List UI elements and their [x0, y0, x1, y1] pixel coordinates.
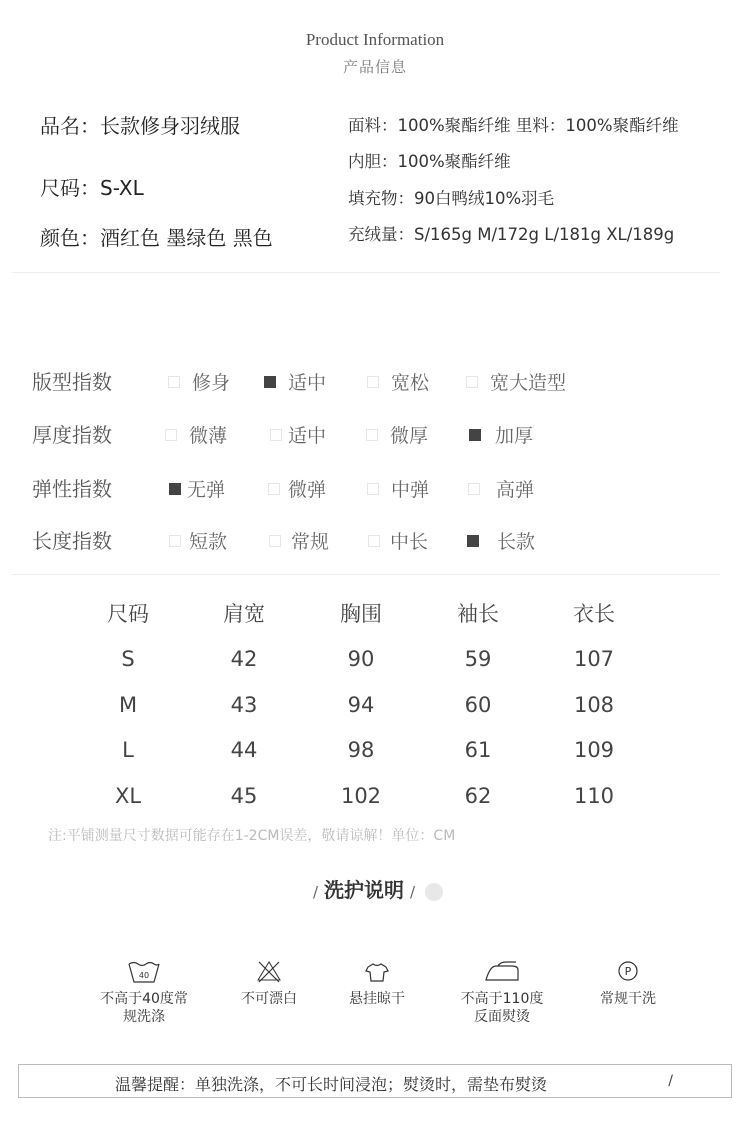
index-option [469, 421, 533, 448]
slash-decoration: / [410, 883, 416, 901]
size-table-cell: 107 [573, 647, 615, 671]
checkbox-icon [468, 483, 480, 495]
size-table-cell: 61 [464, 738, 492, 762]
checkbox-icon [367, 376, 379, 388]
size-table-header: 尺码 [107, 602, 149, 626]
index-option [466, 368, 566, 395]
checkbox-icon [466, 376, 478, 388]
option-text: 宽松 [391, 372, 430, 394]
info-size-row [40, 172, 144, 201]
size-table-cell: 94 [347, 693, 375, 717]
option-text: 微弹 [288, 479, 327, 501]
info-label: 尺码： [40, 176, 100, 200]
index-option [468, 475, 534, 502]
slash-decoration: / [668, 1073, 673, 1089]
checkbox-icon [366, 429, 378, 441]
checkbox-checked-icon [469, 429, 481, 441]
size-table-cell: M [118, 693, 138, 717]
info-name-row [40, 110, 240, 139]
index-label: 弹性指数 [32, 477, 112, 501]
dry-clean-icon [613, 958, 643, 986]
size-table-cell: 42 [230, 647, 258, 671]
size-table-cell: 59 [464, 647, 492, 671]
option-text: 长款 [497, 531, 536, 553]
option-text: 宽大造型 [490, 372, 567, 394]
care-text: 不高于40度常 规洗涤 [100, 991, 188, 1025]
care-item-iron [442, 958, 562, 1026]
leaf-icon [425, 883, 443, 901]
index-option [169, 527, 227, 554]
option-text: 微厚 [390, 425, 429, 447]
option-text: 高弹 [496, 479, 535, 501]
index-row-length [0, 525, 750, 555]
size-table-cell: 110 [573, 784, 615, 808]
slash-decoration: / [312, 883, 318, 901]
size-table-cell: 90 [347, 647, 375, 671]
iron-110-icon [482, 958, 522, 986]
checkbox-icon [269, 535, 281, 547]
size-table-cell: 60 [464, 693, 492, 717]
checkbox-icon [367, 483, 379, 495]
option-text: 加厚 [495, 425, 534, 447]
reminder-box [18, 1064, 732, 1098]
material-row: 面料：100%聚酯纤维 里料：100%聚酯纤维 [348, 116, 679, 135]
checkbox-icon [268, 483, 280, 495]
header-title-cn: 产品信息 [342, 58, 407, 76]
option-text: 适中 [288, 425, 327, 447]
checkbox-icon [368, 535, 380, 547]
index-row-elasticity [0, 473, 750, 503]
care-item-hang-dry [317, 958, 437, 1008]
index-option [368, 527, 428, 554]
fill-weight-row: 充绒量：S/165g M/172g L/181g XL/189g [348, 225, 675, 244]
size-table-cell: 44 [230, 738, 258, 762]
index-label: 版型指数 [32, 370, 112, 394]
divider [12, 574, 720, 575]
care-item-no-bleach [209, 958, 329, 1008]
size-table-cell: 102 [340, 784, 382, 808]
size-table-cell: 43 [230, 693, 258, 717]
info-label: 品名： [40, 114, 100, 138]
size-table-cell: XL [114, 784, 142, 808]
care-text: 常规干洗 [600, 991, 656, 1007]
liner-row: 内胆：100%聚酯纤维 [348, 152, 511, 171]
size-table-header: 胸围 [340, 602, 382, 626]
size-table-cell: 45 [230, 784, 258, 808]
header-title-en: Product Information [305, 30, 445, 49]
measurement-note: 注:平铺测量尺寸数据可能存在1-2CM误差，敬请谅解！单位：CM [48, 828, 456, 844]
info-label: 颜色： [40, 226, 100, 250]
size-table-cell: S [121, 647, 135, 671]
size-table-header: 袖长 [457, 602, 499, 626]
option-text: 中弹 [391, 479, 430, 501]
checkbox-checked-icon [467, 535, 479, 547]
index-option [264, 368, 326, 395]
size-table-cell: 109 [573, 738, 615, 762]
checkbox-icon [169, 535, 181, 547]
option-text: 中长 [390, 531, 429, 553]
index-row-thickness [0, 419, 750, 449]
care-item-wash [84, 958, 204, 1026]
index-label: 长度指数 [32, 529, 112, 553]
index-option [269, 527, 329, 554]
checkbox-icon [270, 429, 282, 441]
index-option [169, 475, 225, 502]
care-title [0, 874, 750, 903]
size-table-cell: 108 [573, 693, 615, 717]
index-row-fit [0, 366, 750, 396]
option-text: 短款 [189, 531, 228, 553]
index-option [367, 475, 429, 502]
index-option [165, 421, 227, 448]
hang-dry-icon [362, 958, 392, 986]
option-text: 微薄 [189, 425, 228, 447]
size-table-cell: 98 [347, 738, 375, 762]
index-option [366, 421, 428, 448]
reminder-text: 温馨提醒：单独洗涤，不可长时间浸泡；熨烫时，需垫布熨烫 [115, 1075, 548, 1094]
option-text: 常规 [291, 531, 330, 553]
filling-row: 填充物：90白鸭绒10%羽毛 [348, 189, 555, 208]
care-text: 悬挂晾干 [349, 991, 405, 1007]
no-bleach-icon [254, 958, 284, 986]
care-item-dry-clean [568, 958, 688, 1008]
index-label: 厚度指数 [32, 423, 112, 447]
info-value: S-XL [100, 176, 144, 200]
size-table-cell: 62 [464, 784, 492, 808]
checkbox-checked-icon [264, 376, 276, 388]
index-option [268, 475, 326, 502]
size-table-header: 衣长 [573, 602, 615, 626]
info-color-row [40, 222, 273, 251]
size-table-cell: L [122, 738, 134, 762]
info-value: 长款修身羽绒服 [100, 114, 240, 138]
care-title-text: 洗护说明 [324, 878, 404, 902]
dry-clean-letter: P [624, 965, 632, 978]
index-option [168, 368, 230, 395]
index-option [270, 421, 326, 448]
index-option [467, 527, 535, 554]
option-text: 修身 [192, 372, 231, 394]
checkbox-icon [165, 429, 177, 441]
option-text: 适中 [288, 372, 327, 394]
wash-40-icon [126, 958, 162, 986]
divider [12, 272, 720, 273]
care-text: 不高于110度 反面熨烫 [460, 991, 544, 1025]
option-text: 无弹 [187, 479, 226, 501]
checkbox-checked-icon [169, 483, 181, 495]
care-text: 不可漂白 [241, 991, 297, 1007]
size-table-header: 肩宽 [223, 602, 265, 626]
checkbox-icon [168, 376, 180, 388]
info-value: 酒红色 墨绿色 黑色 [100, 226, 273, 250]
wash-temp-label: 40 [138, 971, 150, 980]
index-option [367, 368, 429, 395]
